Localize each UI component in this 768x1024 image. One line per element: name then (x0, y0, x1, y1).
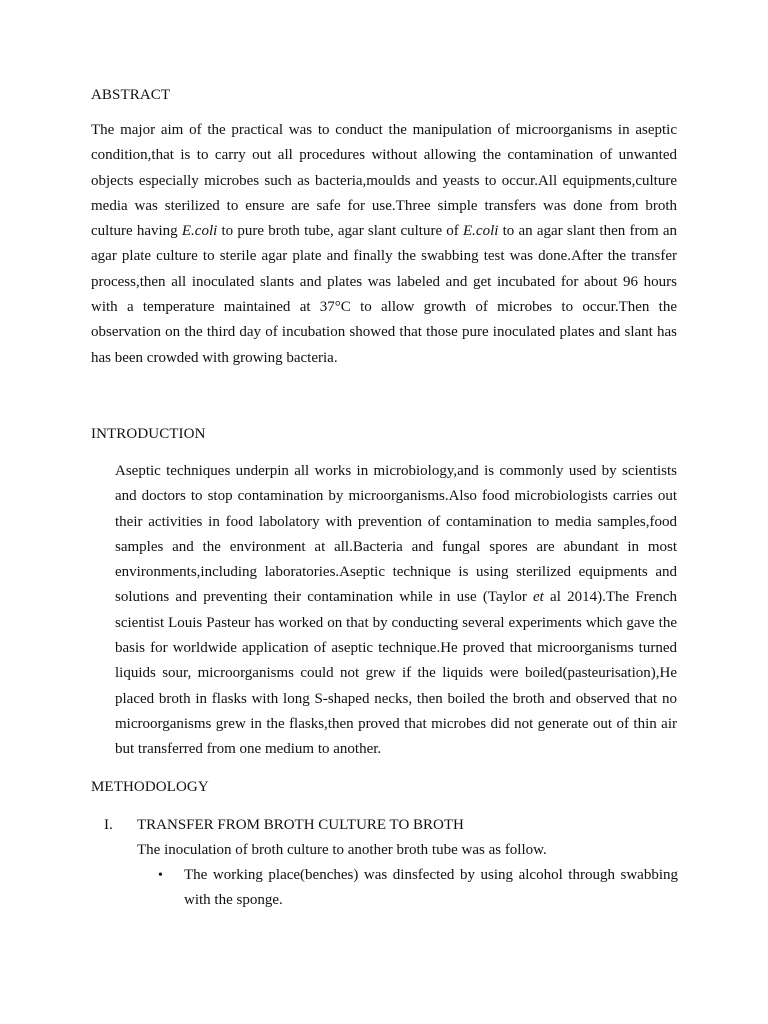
abstract-italic-ecoli-1: E.coli (181, 223, 218, 240)
introduction-heading: INTRODUCTION (91, 426, 206, 442)
bullet-icon: • (158, 868, 163, 883)
abstract-italic-ecoli-2: E.coli (463, 223, 499, 240)
methodology-bullet-text: The working place(benches) was dinsfected by using alcohol through swabbing with the sponge. (184, 867, 678, 909)
abstract-text-part3: to an agar slant then from an agar plate culture to sterile agar plate and finally the swabbing test was done.After the transfer process,then all inoculated slants and plates was labeled and get incubated for about 96 hours with a temperature maintained at 37°C to allow growth of microbes to occur.Then the observation on the third day of incubation showed that those pure inoculated plates and slant has has been crowded with growing bacteria. (91, 223, 677, 366)
methodology-item-title: TRANSFER FROM BROTH CULTURE TO BROTH (137, 817, 464, 833)
abstract-heading: ABSTRACT (91, 87, 171, 103)
abstract-text-part1: The major aim of the practical was to conduct the manipulation of microorganisms in aseptic condition,that is to carry out all procedures without allowing the contamination of unwanted objects especially microbes such as bacteria,moulds and yeasts to occur.All equipments,culture media was sterilized to ensure are safe for use.Three simple transfers was done from broth culture having (91, 122, 677, 240)
methodology-item-marker: I. (104, 817, 113, 833)
introduction-italic-et: et (533, 589, 544, 606)
introduction-text-part2: al 2014).The French scientist Louis Pasteur has worked on that by conducting several experiments which gave the basis for worldwide application of aseptic technique.He proved that microorganisms turned liquids sour, microorganisms could not grew if the liquids were boiled(pasteurisation),He placed broth in flasks with long S-shaped necks, then boiled the broth and observed that no microorganisms grew in the flasks,then proved that microbes did not generate out of thin air but transferred from one medium to another. (115, 589, 677, 758)
abstract-text-part2: to pure broth tube, agar slant culture of (217, 223, 464, 240)
methodology-item-intro: The inoculation of broth culture to another broth tube was as follow. (137, 842, 547, 858)
methodology-heading: METHODOLOGY (91, 779, 209, 795)
introduction-paragraph (115, 459, 677, 763)
abstract-paragraph (91, 118, 677, 371)
introduction-text-part1: Aseptic techniques underpin all works in microbiology,and is commonly used by scientists and doctors to stop contamination by microorganisms.Also food microbiologists carries out their activities in food labolatory with prevention of contamination to media samples,food samples and the environment at all.Bacteria and fungal spores are abundant in most environments,including laboratories.Aseptic technique is using sterilized equipments and solutions and preventing their contamination while in use (Taylor (115, 463, 677, 606)
